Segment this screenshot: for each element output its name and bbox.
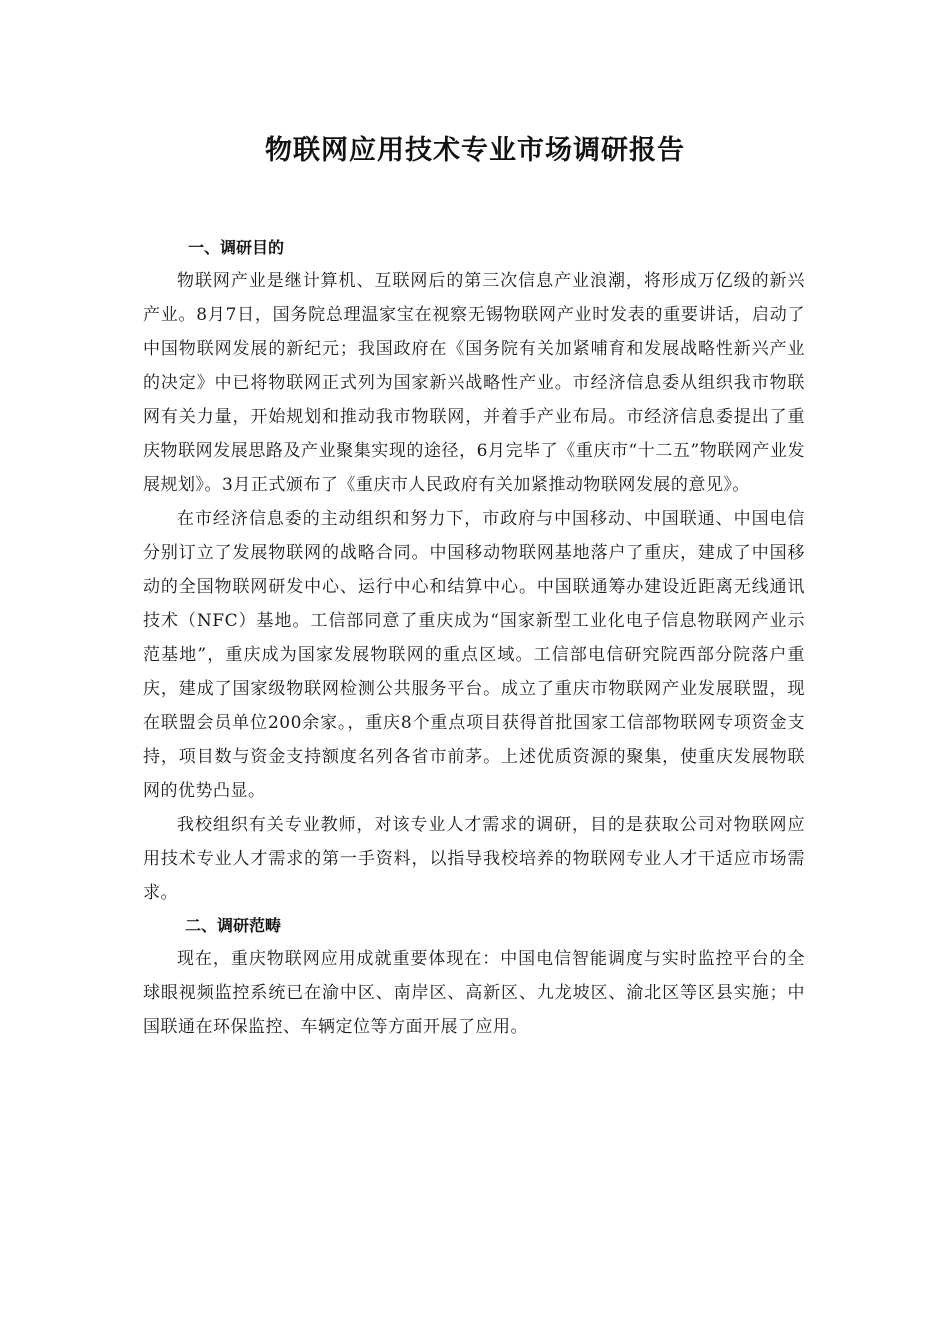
document-title: 物联网应用技术专业市场调研报告	[265, 135, 685, 166]
document-body	[143, 232, 805, 1044]
paragraph: 现在，重庆物联网应用成就重要体现在：中国电信智能调度与实时监控平台的全球眼视频监控系统已在渝中区、南岸区、高新区、九龙坡区、渝北区等区县实施；中国联通在环保监控、车辆定位等方面开展了应用。	[143, 949, 805, 1037]
section-heading-scope: 二、调研范畴	[185, 916, 282, 935]
paragraph: 我校组织有关专业教师，对该专业人才需求的调研，目的是获取公司对物联网应用技术专业人才需求的第一手资料，以指导我校培养的物联网专业人才干适应市场需求。	[143, 815, 805, 903]
paragraph: 在市经济信息委的主动组织和努力下，市政府与中国移动、中国联通、中国电信分别订立了发展物联网的战略合同。中国移动物联网基地落户了重庆，建成了中国移动的全国物联网研发中心、运行中心和结算中心。中国联通筹办建设近距离无线通讯技术（NFC）基地。工信部同意了重庆成为“国家新型工业化电子信息物联网产业示范基地”，重庆成为国家发展物联网的重点区域。工信部电信研究院西部分院落户重庆，建成了国家级物联网检测公共服务平台。成立了重庆市物联网产业发展联盟，现在联盟会员单位200余家。，重庆8个重点项目获得首批国家工信部物联网专项资金支持，项目数与资金支持额度名列各省市前茅。上述优质资源的聚集，使重庆发展物联网的优势凸显。	[143, 509, 805, 801]
section-heading-purpose: 一、调研目的	[188, 238, 285, 257]
paragraph: 物联网产业是继计算机、互联网后的第三次信息产业浪潮，将形成万亿级的新兴产业。8月7日，国务院总理温家宝在视察无锡物联网产业时发表的重要讲话，启动了中国物联网发展的新纪元；我国政府在《国务院有关加紧哺育和发展战略性新兴产业的决定》中已将物联网正式列为国家新兴战略性产业。市经济信息委从组织我市物联网有关力量，开始规划和推动我市物联网，并着手产业布局。市经济信息委提出了重庆物联网发展思路及产业聚集实现的途径，6月完毕了《重庆市“十二五”物联网产业发展规划》。3月正式颁布了《重庆市人民政府有关加紧推动物联网发展的意见》。	[143, 271, 805, 495]
